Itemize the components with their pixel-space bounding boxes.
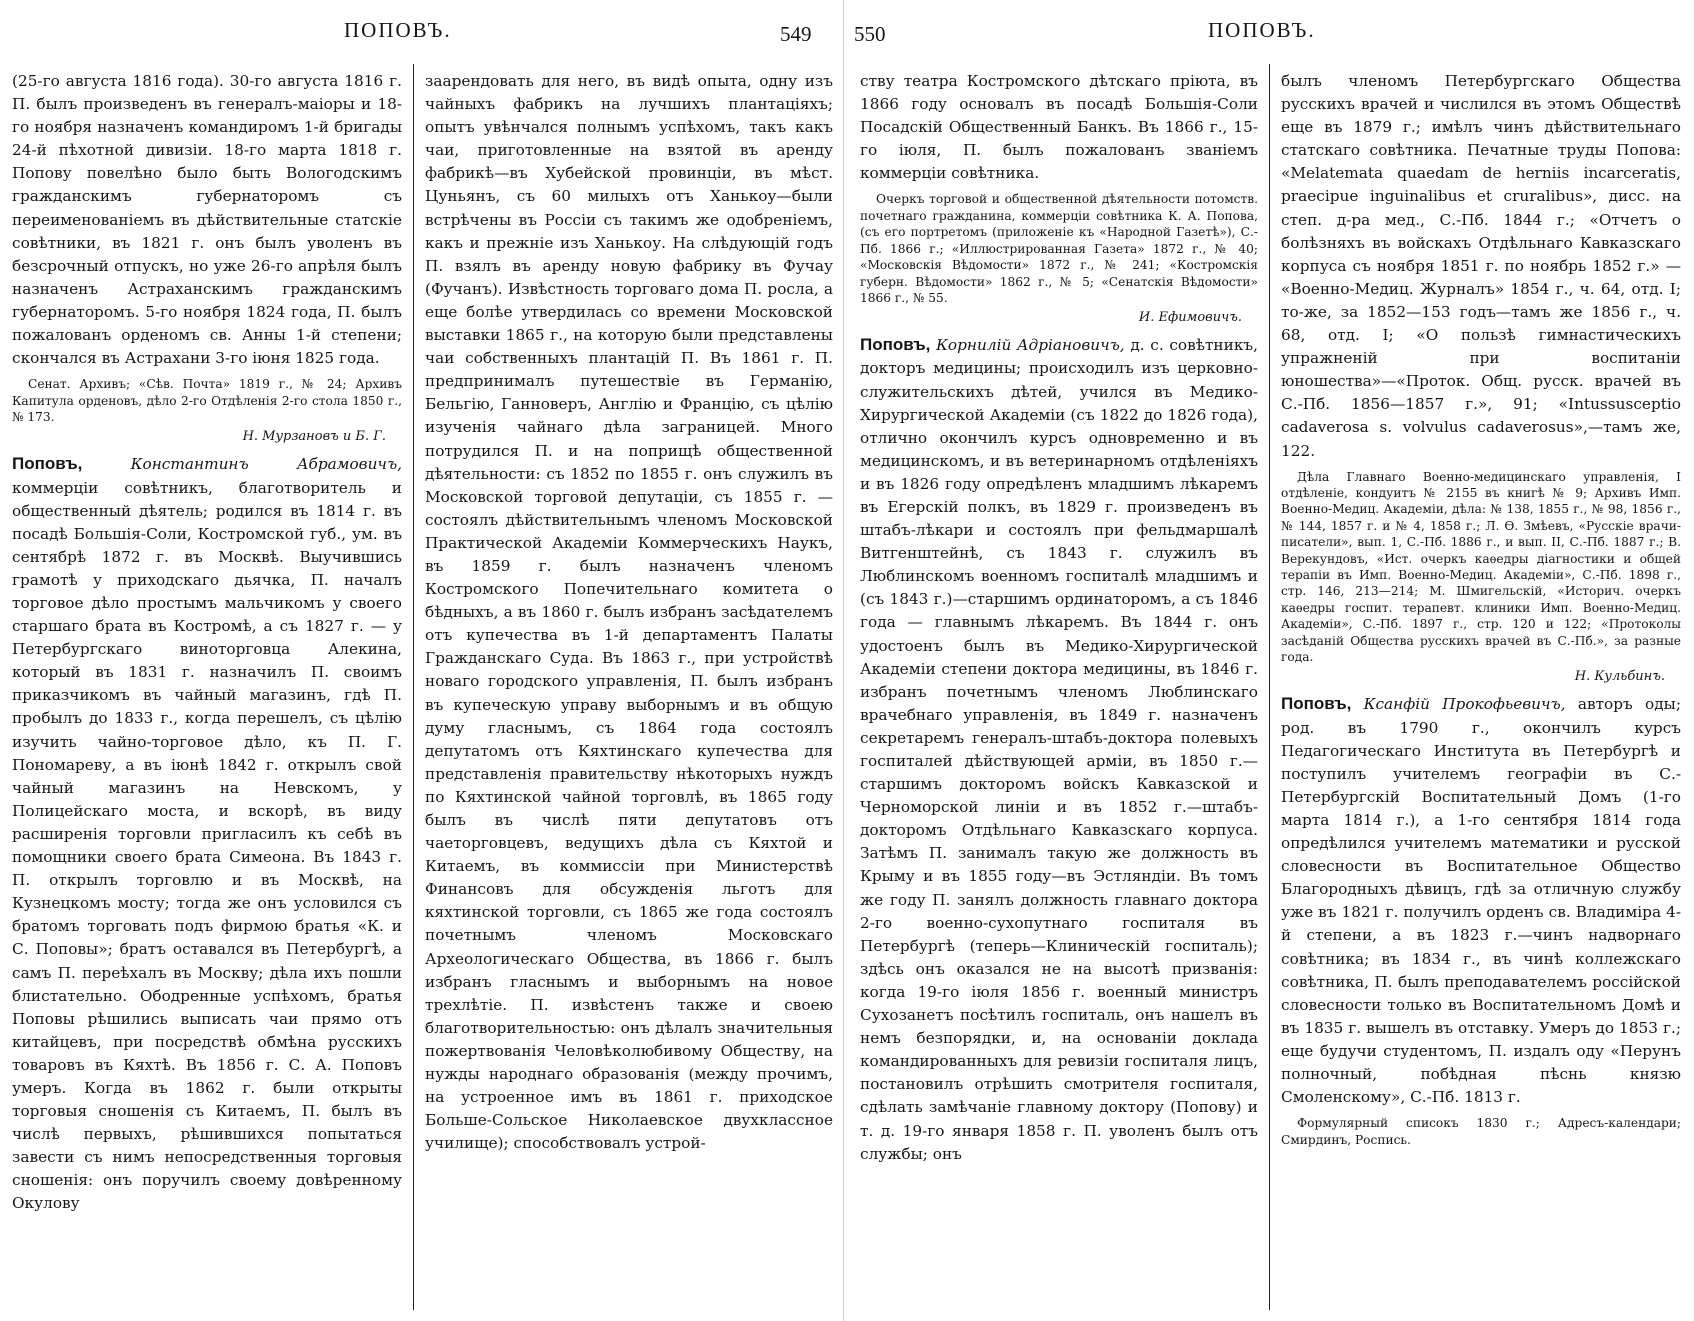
book-gutter bbox=[843, 0, 844, 1321]
entry-text: д. с. совѣтникъ, докторъ медицины; происходилъ изъ церковно-служительскихъ дѣтей, учился въ Медико-Хирургической Академіи (съ 1822 до 1826 года), отлично окончилъ курсъ одновременно и въ медицинскомъ, и въ ветеринарномъ отдѣленіяхъ и въ 1826 году опредѣленъ младшимъ лѣкаремъ въ Егерскій полкъ, въ 1829 г. произведенъ въ штабъ-лѣкари и состоялъ при фельдмаршалѣ Витгенштейнѣ, съ 1843 г. служилъ въ Люблинскомъ военномъ госпиталѣ младшимъ и (съ 1843 г.)—старшимъ ординаторомъ, а съ 1846 года — главнымъ лѣкаремъ. Въ 1844 г. онъ удостоенъ былъ въ Медико-Хирургической Академіи степени доктора медицины, въ 1846 г. избранъ почетнымъ членомъ Люблинскаго врачебнаго управленія, въ 1849 г. назначенъ секретаремъ генералъ-штабъ-доктора полевыхъ госпиталей дѣйствующей арміи, въ 1850 г.—старшимъ докторомъ войскъ Кавказской и Черноморской линіи и въ 1852 г.—штабъ-докторомъ Отдѣльнаго Кавказскаго корпуса. Затѣмъ П. занималъ такую же должность въ Крыму и въ 1855 году—въ Эстляндіи. Въ томъ же году П. занялъ должность главнаго доктора 2-го военно-сухопутнаго госпиталя въ Петербургѣ (теперь—Клиническій госпиталь); здѣсь онъ оказался не на высотѣ призванія: когда 19-го іюля 1856 г. военный министръ Сухозанетъ посѣтилъ госпиталь, онъ нашелъ въ немъ безпорядки, и, на основаніи доклада командированныхъ для ревизіи госпиталя лицъ, постановилъ отрѣшить смотрителя госпиталя, сдѣлать замѣчаніе главному доктору (Попову) и т. д. 19-го января 1858 г. П. уволенъ былъ отъ службы; онъ bbox=[860, 336, 1258, 1163]
left-page bbox=[0, 0, 840, 1321]
sources-note: Дѣла Главнаго Военно-медицинскаго управленія, I отдѣленіе, кондуитъ № 2155 въ книгѣ № 9; Архивъ Имп. Военно-Медиц. Академіи, дѣла: № 138, 1855 г., № 98, 1856 г., № 144, 1857 г. и № 4, 1858 г.; Л. Ѳ. Змѣевъ, «Русскіе врачи-писатели», вып. 1, С.-Пб. 1886 г., и вып. II, С.-Пб. 1887 г.; В. Верекундовъ, «Ист. очеркъ каѳедры діагностики и общей терапіи въ Имп. Военно-Медиц. Академіи», С.-Пб. 1898 г., стр. 146, 213—214; М. Шмигельскій, «Историч. очеркъ каѳедры госпит. терапевт. клиники Имп. Военно-Медиц. Академіи», С.-Пб. 1897 г., стр. 120 и 122; «Протоколы засѣданій Общества русскихъ врачей въ С.-Пб.», за разные года. bbox=[1281, 469, 1681, 665]
right-page bbox=[848, 0, 1694, 1321]
running-head: ПОПОВЪ. bbox=[1208, 18, 1316, 42]
entry-author: И. Ефимовичъ. bbox=[1138, 310, 1242, 326]
sources-note: Очеркъ торговой и общественной дѣятельности потомств. почетнаго гражданина, коммерціи совѣтника К. А. Попова, (съ его портретомъ (приложеніе къ «Народной Газетѣ»), С.-Пб. 1866 г.; «Иллюстрированная Газета» 1872 г., № 40; «Московскія Вѣдомости» 1872 г., № 241; «Костромскія губерн. Вѣдомости» 1862 г., № 5; «Сенатскія Вѣдомости» 1866 г., № 55. bbox=[860, 192, 1258, 305]
entry-given-name: Константинъ Абрамовичъ, bbox=[130, 455, 402, 474]
column-1 bbox=[12, 70, 402, 1310]
entry-surname: Поповъ, bbox=[1281, 694, 1352, 714]
entry-text: коммерціи совѣтникъ, благотворитель и общественный дѣятель; родился въ 1814 г. въ посадѣ Большія-Соли, Костромской губ., ум. въ сентябрѣ 1872 г. въ Москвѣ. Выучившись грамотѣ у приходскаго дьячка, П. началъ торговое дѣло простымъ мальчикомъ у своего старшаго брата въ Костромѣ, а съ 1827 г. — у Петербургскаго виноторговца Алекина, который въ 1831 г. назначилъ П. своимъ приказчикомъ въ чайный магазинъ, гдѣ П. пробылъ до 1833 г., когда перешелъ, съ цѣлію изучить чайно-торговое дѣло, къ П. Г. Пономареву, а въ іюнѣ 1842 г. открылъ свой чайный магазинъ на Невскомъ, у Полицейскаго моста, и вскорѣ, въ виду расширенія торговли пригласилъ къ себѣ въ помощники своего брата Симеона. Въ 1843 г. П. открылъ торговлю и въ Москвѣ, на Кузнецкомъ мосту; тогда же онъ условился съ братомъ торговать подъ фирмою братья «К. и С. Поповы»; братъ оставался въ Петербургѣ, а самъ П. переѣхалъ въ Москву; дѣла ихъ пошли блистательно. Ободренные успѣхомъ, братья Поповы рѣшились выписать чаи прямо отъ китайцевъ, при посредствѣ обмѣна русскихъ товаровъ въ Кяхтѣ. Въ 1856 г. С. А. Поповъ умеръ. Когда въ 1862 г. были открыты торговыя сношенія съ Китаемъ, П. былъ въ числѣ первыхъ, рѣшившихся попытаться завести съ нимъ непосредственныя торговыя сношенія: онъ поручилъ своему довѣренному Окулову bbox=[12, 478, 402, 1213]
column-divider bbox=[413, 64, 414, 1310]
biography-entry bbox=[1281, 692, 1681, 1109]
running-head: ПОПОВЪ. bbox=[344, 18, 452, 42]
entry-author: Н. Мурзановъ и Б. Г. bbox=[242, 429, 386, 445]
sources-note: Формулярный списокъ 1830 г.; Адресъ-календари; Смирдинъ, Роспись. bbox=[1281, 1116, 1681, 1147]
column-2 bbox=[425, 70, 833, 1310]
entry-surname: Поповъ, bbox=[12, 454, 83, 474]
entry-author: Н. Кульбинъ. bbox=[1574, 669, 1665, 685]
column-divider bbox=[1269, 64, 1270, 1310]
entry-surname: Поповъ, bbox=[860, 335, 931, 355]
sources-note: Сенат. Архивъ; «Сѣв. Почта» 1819 г., № 24; Архивъ Капитула орденовъ, дѣло 2-го Отдѣленія 2-го стола 1850 г., № 173. bbox=[12, 377, 402, 425]
body-paragraph: ству театра Костромского дѣтскаго пріюта, въ 1866 году основалъ въ посадѣ Большія-Соли Посадскій Общественный Банкъ. Въ 1866 г., 15-го іюля, П. былъ пожалованъ званіемъ коммерціи совѣтника. bbox=[860, 72, 1258, 183]
page-number: 549 bbox=[780, 22, 812, 46]
page-number: 550 bbox=[854, 22, 886, 46]
entry-text: авторъ оды; род. въ 1790 г., окончилъ курсъ Педагогическаго Института въ Петербургѣ и поступилъ учителемъ географіи въ С.-Петербургскій Воспитательный Домъ (1-го марта 1814 г.), а 1-го сентября 1814 года опредѣлился учителемъ математики и русской словесности въ Воспитательное Общество Благородныхъ дѣвицъ, гдѣ за отличную службу уже въ 1821 г. получилъ орденъ св. Владиміра 4-й степени, а въ 1823 г.—чинъ надворнаго совѣтника; въ 1834 г., въ чинѣ коллежскаго совѣтника, П. былъ преподавателемъ россійской словесности только въ Воспитательномъ Домѣ и въ 1835 г. вышелъ въ отставку. Умеръ до 1853 г.; еще будучи студентомъ, П. издалъ оду «Перунъ полночный, побѣдная пѣснь князю Смоленскому», С.-Пб. 1813 г. bbox=[1281, 695, 1681, 1107]
column-2 bbox=[1281, 70, 1681, 1310]
body-paragraph: (25-го августа 1816 года). 30-го августа 1816 г. П. былъ произведенъ въ генералъ-маіоры и 18-го ноября назначенъ командиромъ 1-й бригады 24-й пѣхотной дивизіи. 18-го марта 1818 г. Попову повелѣно было быть Вологодскимъ гражданскимъ губернаторомъ съ переименованіемъ въ дѣйствительные статскіе совѣтники, въ 1821 г. онъ былъ уволенъ въ безсрочный отпускъ, но уже 26-го апрѣля былъ назначенъ Астраханскимъ гражданскимъ губернаторомъ. 5-го ноября 1824 года, П. былъ пожалованъ орденомъ св. Анны 1-й степени; скончался въ Астрахани 3-го іюня 1825 года. bbox=[12, 72, 402, 368]
column-1 bbox=[860, 70, 1258, 1310]
biography-entry bbox=[860, 333, 1258, 1165]
body-paragraph: былъ членомъ Петербургскаго Общества русскихъ врачей и числился въ этомъ Обществѣ еще въ 1879 г.; имѣлъ чинъ дѣйствительнаго статскаго совѣтника. Печатные труды Попова: «Melatemata quaedam de herniis incarceratis, praecipue inguinalibus et cruralibus», дисс. на степ. д-ра мед., С.-Пб. 1844 г.; «Отчетъ о болѣзняхъ въ войскахъ Отдѣльнаго Кавказскаго корпуса съ ноября 1851 г. по ноябрь 1852 г.» — «Военно-Медиц. Журналъ» 1854 г., ч. 64, отд. I; то-же, за 1852—153 годъ—тамъ же 1856 г., ч. 68, отд. I; «О пользѣ гимнастическихъ упражненій при воспитаніи юношества»—«Проток. Общ. русск. врачей въ С.-Пб. 1856—1857 г.», 91; «Intussusceptio cadaverosa s. volvulus cadaverosus»,—тамъ же, 122. bbox=[1281, 72, 1681, 460]
entry-given-name: Корнилій Адріановичъ, bbox=[936, 336, 1125, 355]
entry-given-name: Ксанфій Прокофьевичъ, bbox=[1363, 695, 1566, 714]
biography-entry bbox=[12, 452, 402, 1215]
body-paragraph: заарендовать для него, въ видѣ опыта, одну изъ чайныхъ фабрикъ на лучшихъ плантаціяхъ; опытъ увѣнчался полнымъ успѣхомъ, такъ какъ чаи, приготовленные на взятой въ аренду фабрикѣ—въ Хубейской провинціи, въ мѣст. Цуньянъ, съ 60 милыхъ отъ Ханькоу—были встрѣчены въ Россіи съ такимъ же одобреніемъ, какъ и прежніе изъ Ханькоу. На слѣдующій годъ П. взялъ въ аренду новую фабрику въ Фучау (Фучанъ). Извѣстность торговаго дома П. росла, а еще болѣе утвердилась со времени Московской выставки 1865 г., на которую были представлены чаи собственныхъ плантацій П. Въ 1861 г. П. предпринималъ путешествіе въ Германію, Бельгію, Ганноверъ, Англію и Францію, съ цѣлію изученія чайнаго дѣла заграницей. Много потрудился П. и на поприщѣ общественной дѣятельности: съ 1852 по 1855 г. онъ служилъ въ Московской торговой депутаціи, съ 1855 г. —состоялъ дѣйствительнымъ членомъ Московской Практической Академіи Коммерческихъ Наукъ, въ 1859 г. былъ назначенъ членомъ Костромского Попечительнаго комитета о бѣдныхъ, а въ 1860 г. былъ избранъ засѣдателемъ отъ купечества въ 1-й департаментъ Палаты Гражданскаго Суда. Въ 1863 г., при устройствѣ новаго городского управленія, П. былъ избранъ въ купеческую управу выборнымъ и въ общую думу гласнымъ, съ 1864 года состоялъ депутатомъ отъ Кяхтинскаго купечества для представленія правительству нѣкоторыхъ нуждъ по Кяхтинской чайной торговлѣ, въ 1865 году былъ въ числѣ пяти депутатовъ отъ чаеторговцевъ, ведущихъ дѣла съ Кяхтой и Китаемъ, въ коммиссіи при Министерствѣ Финансовъ для обсужденія льготъ для кяхтинской торговли, съ 1865 же года состоялъ почетнымъ членомъ Московскаго Археологическаго Общества, въ 1866 г. былъ избранъ гласнымъ и выборнымъ на новое трехлѣтіе. П. извѣстенъ также и своею благотворительностью: онъ дѣлалъ значительныя пожертвованія Человѣколюбивому Обществу, на нужды народнаго образованія (между прочимъ, на устроенное имъ въ 1861 г. приходское Больше-Сольское Николаевское двухклассное училище); способствовалъ устрой- bbox=[425, 72, 833, 1153]
